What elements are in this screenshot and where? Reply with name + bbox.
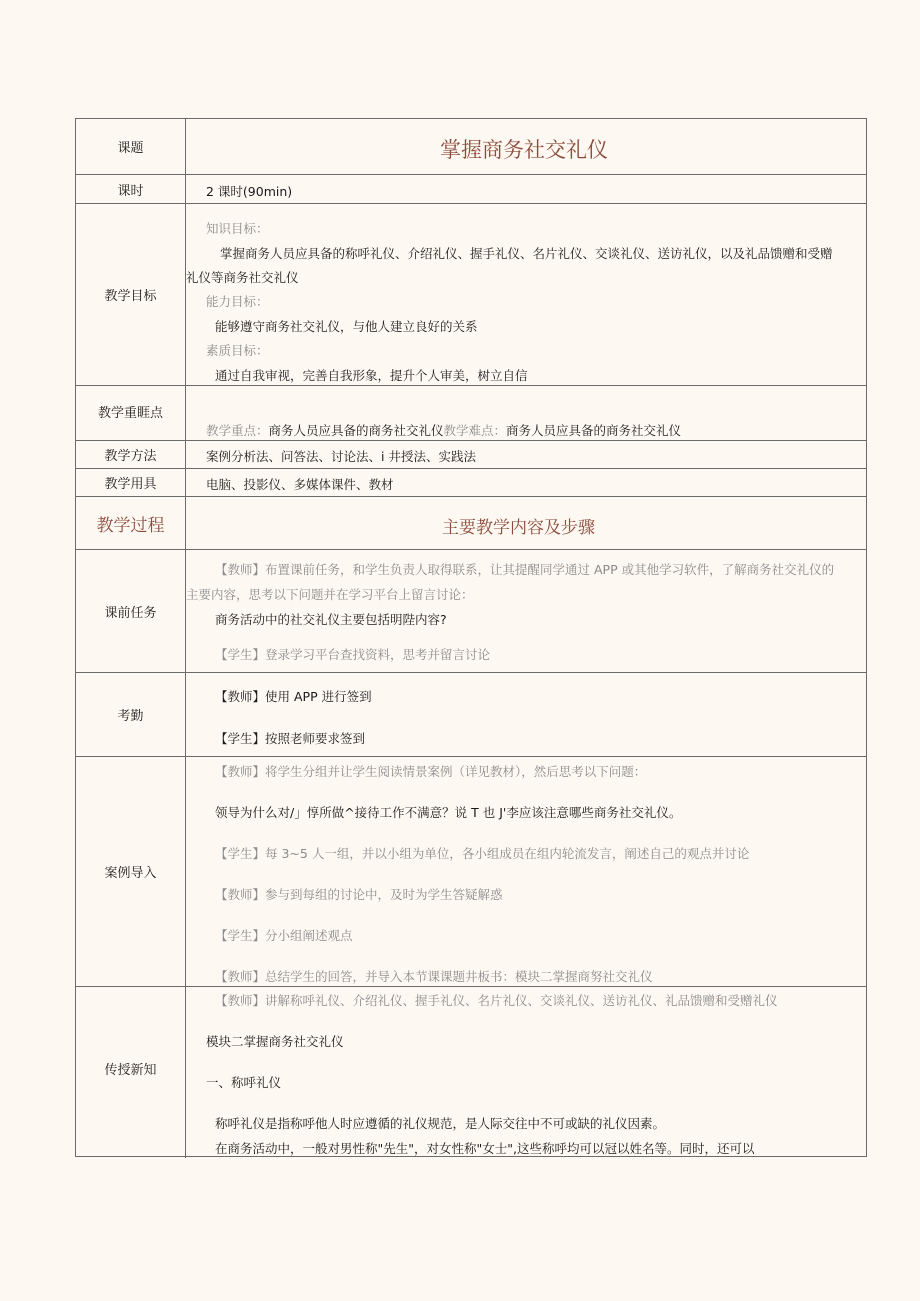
quality-text: 通过自我审视，完善自我形象，提升个人审美，树立自信 [215,368,528,383]
label-pre-class: 课前任务 [76,550,186,672]
label-attendance: 考勤 [76,673,186,756]
case-line4: 【教师】参与到每组的讨论中，及时为学生答疑解惑 [215,887,503,902]
case-line1: 【教师】将学生分组并让学生阅读情景案例（详见教材），然后思考以下问题： [215,764,647,779]
process-heading: 主要教学内容及步骤 [442,518,595,538]
row-case-intro [76,756,866,986]
row-key-points [76,385,866,440]
case-line6: 【教师】总结学生的回答，并导入本节课课题井板书：模块二掌握商努社交礼仪 [215,969,653,984]
quality-heading: 素质目标： [206,343,269,358]
row-objectives [76,203,866,385]
knowledge-line2: 礼仪等商务社交礼仪 [186,270,299,285]
lesson-title: 掌握商务社交礼仪 [440,138,608,162]
knowledge-line1: 掌握商务人员应具备的称呼礼仪、介绍礼仪、握手礼仪、名片礼仪、交谈礼仪、送访礼仪，以及礼品馈赠和受赠 [220,246,833,261]
row-hours [76,174,866,203]
key-points-text [206,421,681,439]
label-process: 教学过程 [76,497,186,549]
label-new-knowledge: 传授新知 [76,987,186,1158]
difficulty-text: 商务人员应具备的商务社交礼仪 [506,423,682,438]
row-topic [76,119,866,174]
case-line5: 【学生】分小组阐述观点 [215,928,353,943]
label-objectives: 教学目标 [76,204,186,385]
pre-class-teacher-line1: 【教师】布置课前任务，和学生负责人取得联系，让其提醒同学通过 APP 或其他学习软件，了解商务社交礼仪的 [215,562,835,577]
methods-value: 案例分析法、问答法、讨论法、i 井授法、实践法 [206,449,476,464]
key-heading: 教学重点： [206,423,269,438]
row-new-knowledge [76,986,866,1158]
label-topic: 课题 [76,119,186,174]
label-methods: 教学方法 [76,441,186,468]
label-tools: 教学用具 [76,469,186,496]
new-line3: 一、称呼礼仪 [206,1075,282,1090]
key-text: 商务人员应具备的商务社交礼仪 [268,423,444,438]
ability-text: 能够遵守商务社交礼仪，与他人建立良好的关系 [215,319,478,334]
ability-heading: 能力目标： [206,294,269,309]
pre-class-question: 商务活动中的社交礼仪主要包括明陛内容? [215,612,447,627]
knowledge-heading: 知识目标： [206,221,269,236]
new-line5: 在商务活动中，一般对男性称"先生"，对女性称"女士",这些称呼均可以冠以姓名等。同时，还可以 [215,1141,755,1156]
label-case-intro: 案例导入 [76,757,186,986]
case-line2: 领导为什么对/」惇所做^接待工作不满意？说 T 也 J'李应该注意哪些商务社交礼仪。 [215,805,682,820]
new-line2: 模块二掌握商务社交礼仪 [206,1034,344,1049]
difficulty-heading: 教学难点： [443,423,507,438]
row-tools [76,468,866,496]
case-line3: 【学生】每 3~5 人一组，并以小组为单位，各小组成员在组内轮流发言，阐述自己的观点并讨论 [215,846,750,861]
attendance-teacher: 【教师】使用 APP 进行签到 [215,689,372,704]
cell-topic [186,119,866,174]
row-attendance [76,672,866,756]
tools-value: 电脑、投影仪、多媒体课件、教材 [206,477,394,492]
new-line1: 【教师】讲解称呼礼仪、介绍礼仪、握手礼仪、名片礼仪、交谈礼仪、送访礼仪、礼品馈赠和受赠礼仪 [215,993,778,1008]
row-process [76,496,866,549]
attendance-student: 【学生】按照老师要求签到 [215,731,366,746]
label-hours: 课时 [76,175,186,203]
lesson-plan-table [75,118,867,1157]
row-methods [76,440,866,468]
pre-class-teacher-line2: 主要内容，思考以下问题并在学习平台上留言讨论： [186,587,474,602]
hours-value: 2 课时(90min) [206,184,293,199]
row-pre-class [76,549,866,672]
pre-class-student: 【学生】登录学习平台查找资料，思考并留言讨论 [215,647,491,662]
label-key-points: 教学重睚点 [76,386,186,440]
new-line4: 称呼礼仪是指称呼他人时应遵循的礼仪规范，是人际交往中不可或缺的礼仪因素。 [215,1116,666,1131]
